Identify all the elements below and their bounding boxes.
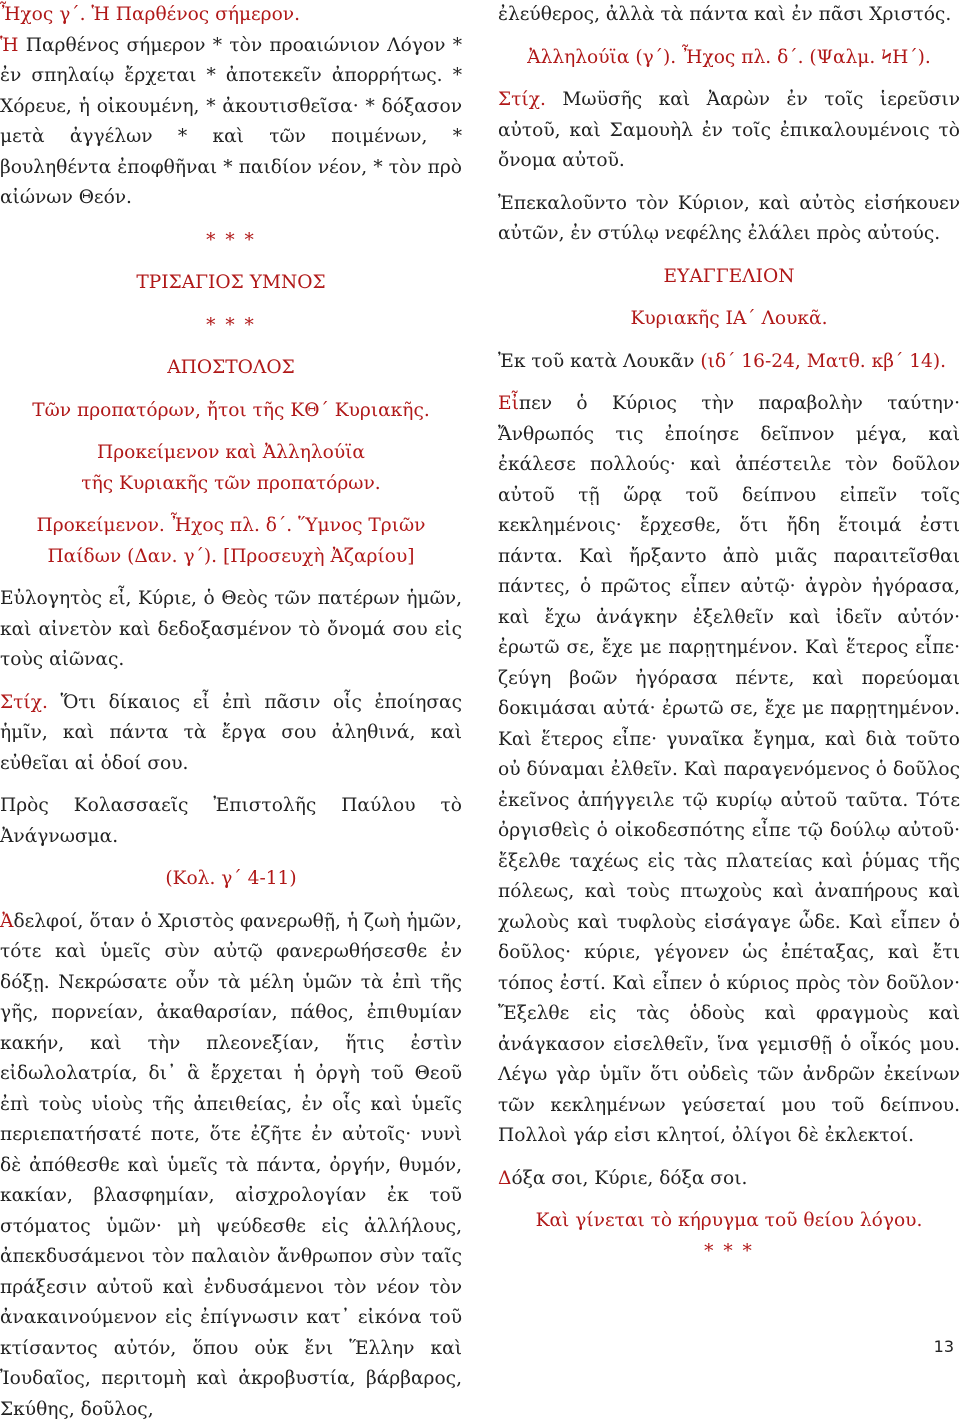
page-number: 13	[934, 1337, 954, 1356]
kontakion-initial: Ἡ	[0, 35, 18, 56]
epistle-intro: Πρὸς Κολασσαεῖς Ἐπιστολῆς Παύλου τὸ Ἀνάγνωσμα.	[0, 791, 462, 852]
doxa-text: όξα σοι, Κύριε, δόξα σοι.	[511, 1168, 747, 1189]
kontakion-body: Παρθένος σήμερον * τὸν προαιώνιον Λόγον * ἐν σπηλαίῳ ἔρχεται * ἀποτεκεῖν ἀπορρήτως. * Χόρευε, ἡ οἰκουμένη, * ἀκουτισθεῖσα· * δόξασον μετὰ ἀγγέλων * καὶ τῶν ποιμένων, * βουληθέντα ἐποφθῆναι * παιδίον νέον, * τὸν πρὸ αἰώνων Θεόν.	[0, 35, 462, 209]
gospel-sunday: Κυριακῆς ΙΑ΄ Λουκᾶ.	[498, 304, 960, 335]
prokeimenon-title: Προκείμενον καὶ Ἀλληλούϊα	[0, 438, 462, 469]
separator-stars: * * *	[0, 226, 462, 257]
alleluia-stichos	[498, 85, 960, 177]
prokeimenon-text: Εὐλογητὸς εἶ, Κύριε, ὁ Θεὸς τῶν πατέρων ἡμῶν, καὶ αἰνετὸν καὶ δεδοξασμένον τὸ ὄνομά σου εἰς τοὺς αἰῶνας.	[0, 584, 462, 676]
gospel-initial: Εἶ	[498, 393, 519, 414]
stichos-label: Στίχ.	[0, 692, 48, 713]
trisagion-heading: ΤΡΙΣΑΓΙΟΣ ΥΜΝΟΣ	[0, 268, 462, 299]
hymn-tone-heading: Ἦχος γ΄. Ἡ Παρθένος σήμερον.	[0, 0, 462, 31]
alleluia-verse-2: Ἐπεκαλοῦντο τὸν Κύριον, καὶ αὐτὸς εἰσήκουεν αὐτῶν, ἐν στύλῳ νεφέλης ἐλάλει πρὸς αὐτούς.	[498, 189, 960, 250]
kerygma-line: Καὶ γίνεται τὸ κήρυγμα τοῦ θείου λόγου.	[498, 1206, 960, 1237]
kontakion-text	[0, 31, 462, 214]
doxa-initial: Δ	[498, 1168, 511, 1189]
epistle-continuation: ἐλεύθερος, ἀλλὰ τὰ πάντα καὶ ἐν πᾶσι Χριστός.	[498, 0, 960, 31]
gospel-ref-text: Ἐκ τοῦ κατὰ Λουκᾶν	[498, 351, 700, 372]
epistle-text	[0, 907, 462, 1425]
epistle-initial: Ἀ	[0, 911, 13, 932]
prokeimenon-subtitle: τῆς Κυριακῆς τῶν προπατόρων.	[0, 469, 462, 500]
separator-stars: * * *	[498, 1237, 960, 1268]
stichos-verse	[0, 688, 462, 780]
epistle-reference: (Κολ. γ΄ 4-11)	[0, 864, 462, 895]
gospel-body: πεν ὁ Κύριος τὴν παραβολὴν ταύτην· Ἄνθρωπός τις ἐποίησε δεῖπνον μέγα, καὶ ἐκάλεσε πολλούς· καὶ ἀπέστειλε τὸν δοῦλον αὐτοῦ τῇ ὥρᾳ τοῦ δείπνου εἰπεῖν τοῖς κεκλημένοις· ἔρχεσθε, ὅτι ἤδη ἕτοιμά ἐστι πάντα. Καὶ ἤρξαντο ἀπὸ μιᾶς παραιτεῖσθαι πάντες, ὁ πρῶτος εἶπεν αὐτῷ· ἀγρὸν ἠγόρασα, καὶ ἔχω ἀνάγκην ἐξελθεῖν καὶ ἰδεῖν αὐτόν· ἐρωτῶ σε, ἔχε με παρῃτημένον. Καὶ ἕτερος εἶπε· ζεύγη βοῶν ἠγόρασα πέντε, καὶ πορεύομαι δοκιμάσαι αὐτά· ἐρωτῶ σε, ἔχε με παρῃτημένον. Καὶ ἕτερος εἶπε· γυναῖκα ἔγημα, καὶ διὰ τοῦτο οὐ δύναμαι ἐλθεῖν. Καὶ παραγενόμενος ὁ δοῦλος ἐκεῖνος ἀπήγγειλε τῷ κυρίῳ αὐτοῦ ταῦτα. Τότε ὀργισθεὶς ὁ οἰκοδεσπότης εἶπε τῷ δούλῳ αὐτοῦ· ἔξελθε ταχέως εἰς τὰς πλατείας καὶ ῥύμας τῆς πόλεως, καὶ τοὺς πτωχοὺς καὶ ἀναπήρους καὶ χωλοὺς καὶ τυφλοὺς εἰσάγαγε ὧδε. Καὶ εἶπεν ὁ δοῦλος· κύριε, γέγονεν ὡς ἐπέταξας, καὶ ἔτι τόπος ἐστί. Καὶ εἶπεν ὁ κύριος πρὸς τὸν δοῦλον· Ἔξελθε εἰς τὰς ὁδοὺς καὶ φραγμοὺς καὶ ἀνάγκασον εἰσελθεῖν, ἵνα γεμισθῇ ὁ οἶκός μου. Λέγω γὰρ ὑμῖν ὅτι οὐδεὶς τῶν ἀνδρῶν ἐκείνων τῶν κεκλημένων γεύσεταί μου τοῦ δείπνου. Πολλοὶ γάρ εἰσι κλητοί, ὀλίγοι δὲ ἐκλεκτοί.	[498, 393, 960, 1146]
gospel-text	[498, 389, 960, 1152]
stichos-label: Στίχ.	[498, 89, 546, 110]
gospel-reference	[498, 347, 960, 378]
sunday-title: Τῶν προπατόρων, ἤτοι τῆς ΚΘ΄ Κυριακῆς.	[0, 396, 462, 427]
separator-stars: * * *	[0, 311, 462, 342]
right-column	[498, 0, 960, 1267]
epistle-body: δελφοί, ὅταν ὁ Χριστὸς φανερωθῇ, ἡ ζωὴ ἡμῶν, τότε καὶ ὑμεῖς σὺν αὐτῷ φανερωθήσεσθε ἐν δόξῃ. Νεκρώσατε οὖν τὰ μέλη ὑμῶν τὰ ἐπὶ τῆς γῆς, πορνείαν, ἀκαθαρσίαν, πάθος, ἐπιθυμίαν κακήν, καὶ τὴν πλεονεξίαν, ἥτις ἐστὶν εἰδωλολατρία, δι᾽ ἃ ἔρχεται ἡ ὀργὴ τοῦ Θεοῦ ἐπὶ τοὺς υἱοὺς τῆς ἀπειθείας, ἐν οἷς καὶ ὑμεῖς περιεπατήσατέ ποτε, ὅτε ἐζῆτε ἐν αὐτοῖς· νυνὶ δὲ ἀπόθεσθε καὶ ὑμεῖς τὰ πάντα, ὀργήν, θυμόν, κακίαν, βλασφημίαν, αἰσχρολογίαν ἐκ τοῦ στόματος ὑμῶν· μὴ ψεύδεσθε εἰς ἀλλήλους, ἀπεκδυσάμενοι τὸν παλαιὸν ἄνθρωπον σὺν ταῖς πράξεσιν αὐτοῦ καὶ ἐνδυσάμενοι τὸν νέον τὸν ἀνακαινούμενον εἰς ἐπίγνωσιν κατ᾽ εἰκόνα τοῦ κτίσαντος αὐτόν, ὅπου οὐκ ἔνι Ἕλλην καὶ Ἰουδαῖος, περιτομὴ καὶ ἀκροβυστία, βάρβαρος, Σκύθης, δοῦλος,	[0, 911, 462, 1420]
alleluia-heading: Ἀλληλούϊα (γ΄). Ἦχος πλ. δ΄. (Ψαλμ. ϞΗ΄).	[498, 43, 960, 74]
apostolos-heading: ΑΠΟΣΤΟΛΟΣ	[0, 353, 462, 384]
stichos-text: Ὅτι δίκαιος εἶ ἐπὶ πᾶσιν οἷς ἐποίησας ἡμῖν, καὶ πάντα τὰ ἔργα σου ἀληθινά, καὶ εὐθεῖαι αἱ ὁδοί σου.	[0, 692, 462, 774]
stichos-text: Μωϋσῆς καὶ Ἀαρὼν ἐν τοῖς ἱερεῦσιν αὐτοῦ, καὶ Σαμουὴλ ἐν τοῖς ἐπικαλουμένοις τὸ ὄνομα αὐτοῦ.	[498, 89, 960, 171]
gospel-heading: ΕΥΑΓΓΕΛΙΟΝ	[498, 262, 960, 293]
doxa-line	[498, 1164, 960, 1195]
gospel-ref-cite: (ιδ΄ 16-24, Ματθ. κβ΄ 14).	[700, 351, 946, 372]
prokeimenon-tone-line: Προκείμενον. Ἦχος πλ. δ΄. Ὕμνος Τριῶν Παίδων (Δαν. γ΄). [Προσευχὴ Ἀζαρίου]	[0, 511, 462, 572]
left-column	[0, 0, 462, 1425]
